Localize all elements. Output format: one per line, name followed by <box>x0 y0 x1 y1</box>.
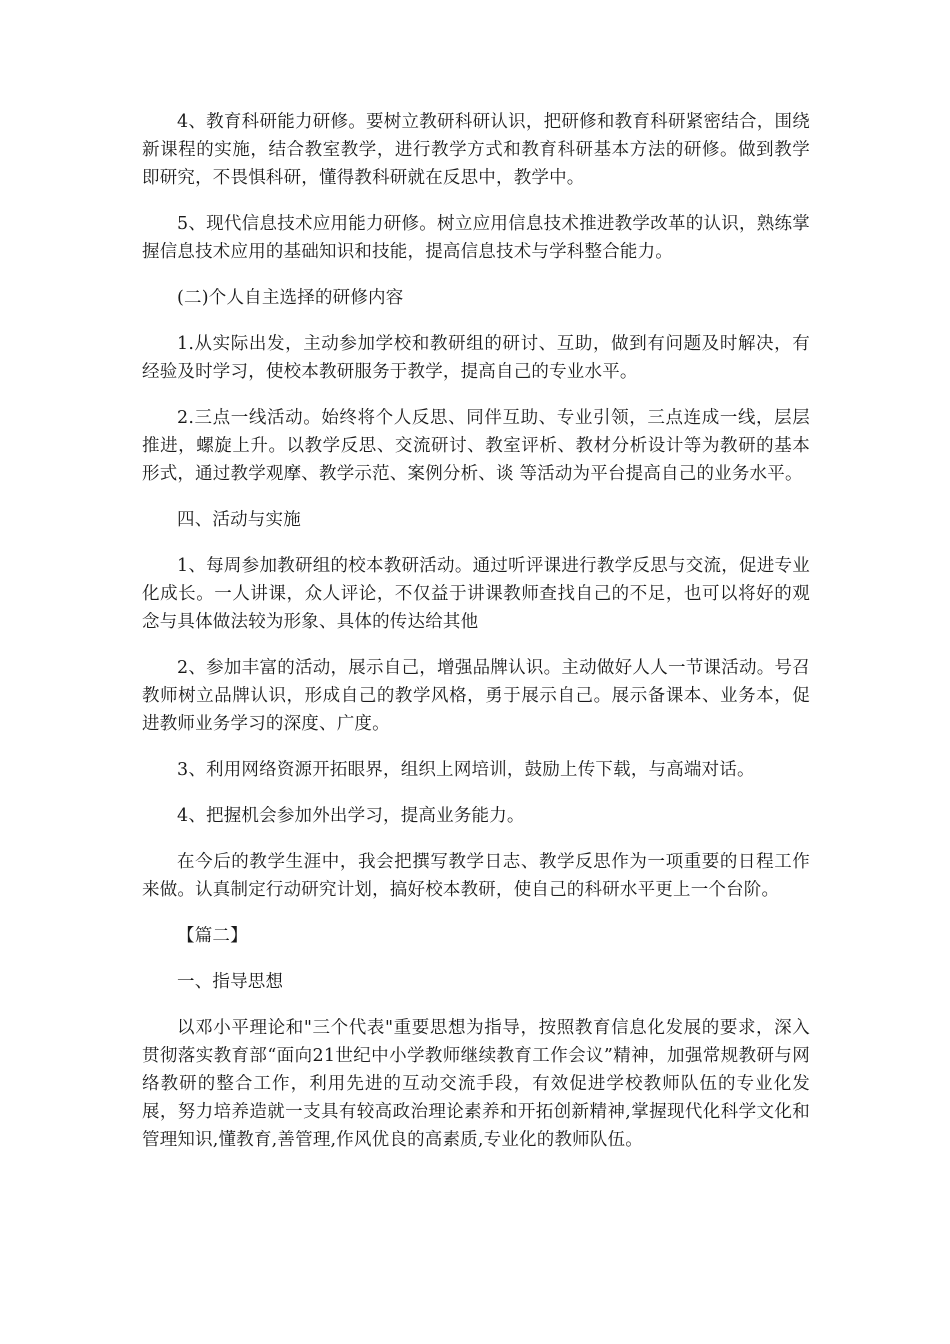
paragraph-research-ability: 4、教育科研能力研修。要树立教研科研认识，把研修和教育科研紧密结合，围绕新课程的实施，结合教室教学，进行教学方式和教育科研基本方法的研修。做到教学即研究，不畏惧科研，懂得教科研就在反思中，教学中。 <box>142 112 810 188</box>
paragraph-network-resources: 3、利用网络资源开拓眼界，组织上网培训，鼓励上传下载，与高端对话。 <box>177 760 755 780</box>
section-heading-guiding-thought: 一、指导思想 <box>177 972 284 992</box>
paragraph-practical-start: 1.从实际出发，主动参加学校和教研组的研讨、互助，做到有问题及时解决，有经验及时学习，使校本教研服务于教学，提高自己的专业水平。 <box>142 334 810 382</box>
section-heading-activities: 四、活动与实施 <box>177 510 301 530</box>
paragraph-external-study: 4、把握机会参加外出学习，提高业务能力。 <box>177 806 525 826</box>
paragraph-weekly-activity: 1、每周参加教研组的校本教研活动。通过听评课进行教学反思与交流，促进专业化成长。一人讲课，众人评论，不仅益于讲课教师查找自己的不足，也可以将好的观念与具体做法较为形象、具体的传达给其他 <box>142 556 810 632</box>
paragraph-it-ability: 5、现代信息技术应用能力研修。树立应用信息技术推进教学改革的认识，熟练掌握信息技术应用的基础知识和技能，提高信息技术与学科整合能力。 <box>142 214 810 262</box>
paragraph-conclusion: 在今后的教学生涯中，我会把撰写教学日志、教学反思作为一项重要的日程工作来做。认真制定行动研究计划，搞好校本教研，使自己的科研水平更上一个台阶。 <box>142 852 810 900</box>
document-body <box>142 108 810 1154</box>
section-heading-self-selected: (二)个人自主选择的研修内容 <box>177 288 404 308</box>
paragraph-rich-activities: 2、参加丰富的活动，展示自己，增强品牌认识。主动做好人人一节课活动。号召教师树立品牌认识，形成自己的教学风格，勇于展示自己。展示备课本、业务本，促进教师业务学习的深度、广度。 <box>142 658 810 734</box>
section-heading-part-two: 【篇二】 <box>177 926 248 946</box>
paragraph-three-points: 2.三点一线活动。始终将个人反思、同伴互助、专业引领，三点连成一线，层层推进，螺旋上升。以教学反思、交流研讨、教室评析、教材分析设计等为教研的基本形式，通过教学观摩、教学示范、案例分析、谈 等活动为平台提高自己的业务水平。 <box>142 408 810 484</box>
paragraph-guiding-thought: 以邓小平理论和"三个代表"重要思想为指导，按照教育信息化发展的要求，深入贯彻落实教育部“面向21世纪中小学教师继续教育工作会议”精神，加强常规教研与网络教研的整合工作，利用先进的互动交流手段，有效促进学校教师队伍的专业化发展，努力培养造就一支具有较高政治理论素养和开拓创新精神,掌握现代化科学文化和管理知识,懂教育,善管理,作风优良的高素质,专业化的教师队伍。 <box>142 1018 810 1150</box>
